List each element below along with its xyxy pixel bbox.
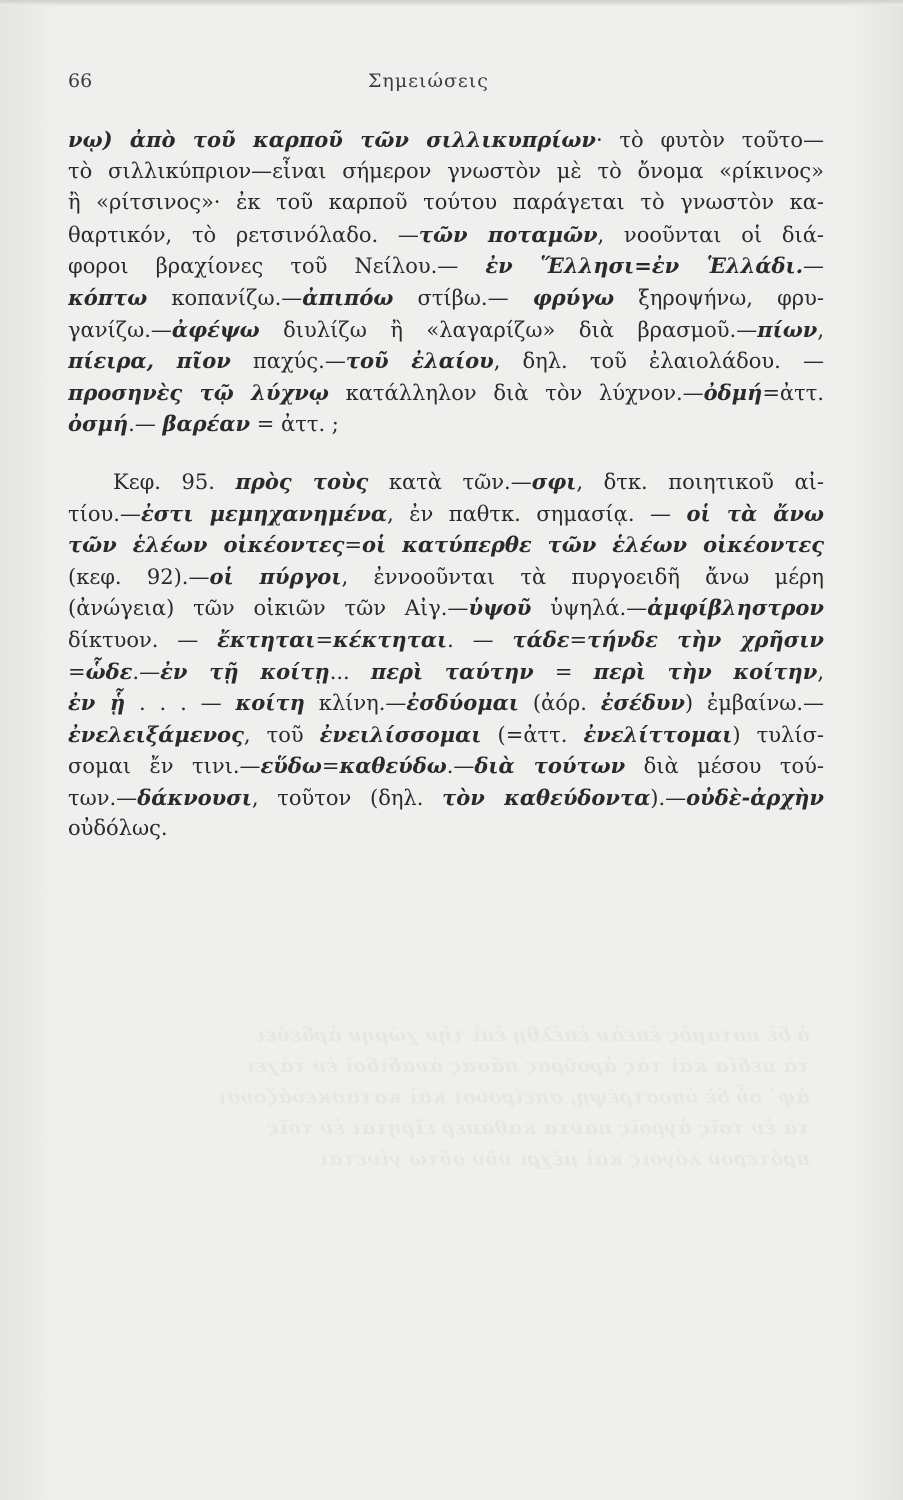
page-top-edge <box>0 0 903 6</box>
show-through-text: ὁ δὲ ποταμὸς ἐπεὰν ἐπέλθῃ ἐπὶ τὴν χώρην ἀρδεύει τὰ πεδία καὶ τὰς ἀρούρας πάσας ἀναδιδοῖ ἐν τάχει ἀφ᾽ οὗ δὲ ὑποστρέψῃ, σπείρουσι καὶ κατασκευάζουσι τὰ ἐν τοῖς ἀγροῖς πάντα καθάπερ εἴρηται ἐν τοῖς πρότερον λόγοις καὶ μέχρι νῦν οὕτω γίνεται <box>217 1024 810 1170</box>
text-line: κόπτω κοπανίζω.—ἀπιπόω στίβω.— φρύγω ξηροψήνω, φρυ- <box>68 284 824 310</box>
paragraph-gap <box>68 440 824 466</box>
page-number: 66 <box>68 70 93 92</box>
text-line: ἢ «ρίτσινος»· ἐκ τοῦ καρποῦ τούτου παράγεται τὸ γνωστὸν κα- <box>68 190 824 215</box>
text-line: τῶν ἑλέων οἰκέοντες=οἱ κατύπερθε τῶν ἑλέων οἰκέοντες <box>68 532 824 558</box>
text-line: τίου.—ἐστι μεμηχανημένα, ἐν παθτκ. σημασίᾳ. — οἱ τὰ ἄνω <box>68 500 824 526</box>
notes-body <box>68 124 824 845</box>
text-line: σομαι ἔν τινι.—εὕδω=καθεύδω.—διὰ τούτων διὰ μέσου τού- <box>68 753 824 779</box>
text-line: γανίζω.—ἀφέψω διυλίζω ἢ «λαγαρίζω» διὰ βρασμοῦ.—πίων, <box>68 316 824 342</box>
text-line: =ὧδε.—ἐν τῇ κοίτῃ... περὶ ταύτην = περὶ τὴν κοίτην, <box>68 658 824 684</box>
text-line: Κεφ. 95. πρὸς τοὺς κατὰ τῶν.—σφι, δτκ. ποιητικοῦ αἰ- <box>113 468 824 494</box>
text-line: θαρτικόν, τὸ ρετσινόλαδο. —τῶν ποταμῶν, νοοῦνται οἱ διά- <box>68 221 824 247</box>
text-line: (κεφ. 92).—οἱ πύργοι, ἐννοοῦνται τὰ πυργοειδῆ ἄνω μέρη <box>68 563 824 589</box>
text-line: δίκτυον. — ἔκτηται=κέκτηται. — τάδε=τήνδε τὴν χρῆσιν <box>68 626 824 652</box>
text-line: νῳ) ἀπὸ τοῦ καρποῦ τῶν σιλλικυπρίων· τὸ φυτὸν τοῦτο— <box>68 127 824 152</box>
text-line: προσηνὲς τῷ λύχνῳ κατάλληλον διὰ τὸν λύχνον.—ὀδμή=ἀττ. <box>68 379 824 405</box>
page-header <box>68 70 828 100</box>
text-line: ἐνελειξάμενος, τοῦ ἐνειλίσσομαι (=ἀττ. ἐνελίττομαι) τυλίσ- <box>68 721 824 747</box>
text-line: πίειρα, πῖον παχύς.—τοῦ ἐλαίου, δηλ. τοῦ ἐλαιολάδου. — <box>68 348 824 374</box>
text-line: τὸ σιλλικύπριον—εἶναι σήμερον γνωστὸν μὲ τὸ ὄνομα «ρίκινος» <box>68 158 824 183</box>
text-line: ὀσμή.— βαρέαν = ἀττ. ; <box>68 411 339 437</box>
running-head: Σημειώσεις <box>368 70 489 92</box>
text-line: φοροι βραχίονες τοῦ Νείλου.— ἐν Ἕλλησι=ἐν Ἑλλάδι.— <box>68 253 824 279</box>
text-line: ἐν ᾗ . . . — κοίτη κλίνη.—ἐσδύομαι (ἀόρ. ἐσέδυν) ἐμβαίνω.— <box>68 690 824 716</box>
text-line: των.—δάκνουσι, τοῦτον (δηλ. τὸν καθεύδοντα).—οὐδὲ-ἀρχὴν <box>68 784 824 810</box>
text-line: οὐδόλως. <box>68 816 168 841</box>
text-line: (ἀνώγεια) τῶν οἰκιῶν τῶν Αἰγ.—ὑψοῦ ὑψηλά.—ἀμφίβληστρον <box>68 595 824 621</box>
